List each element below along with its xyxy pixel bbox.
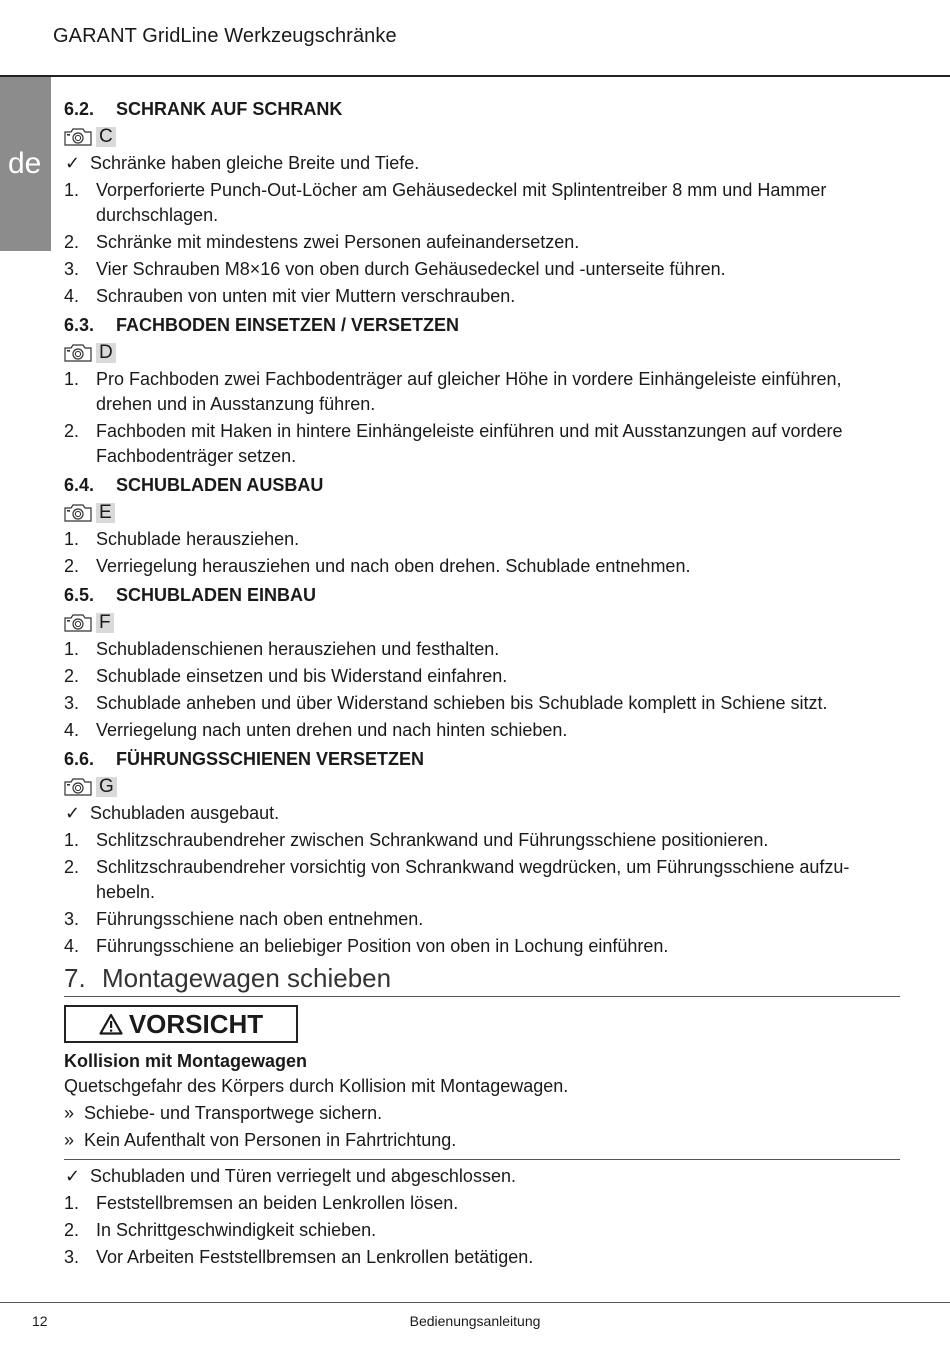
precondition-text: Schränke haben gleiche Breite und Tiefe.	[90, 153, 420, 173]
figure-reference	[64, 499, 900, 527]
figure-letter: F	[96, 613, 114, 633]
warning-measure	[64, 1101, 900, 1126]
step-text: Verriegelung herausziehen und nach oben drehen. Schublade entnehmen.	[96, 556, 691, 576]
step-text: Führungsschiene an beliebiger Position von oben in Lochung einführen.	[96, 936, 669, 956]
precondition-text: Schubladen ausgebaut.	[90, 803, 280, 823]
step-number: 3.	[64, 693, 80, 713]
warning-measure	[64, 1128, 900, 1153]
step-item	[64, 230, 900, 255]
figure-letter: C	[96, 127, 116, 147]
figure-reference	[64, 123, 900, 151]
chapter-steps	[64, 1164, 900, 1270]
camera-icon	[64, 778, 92, 796]
step-item	[64, 284, 900, 309]
section-number: 6.6.	[64, 749, 95, 769]
page-number: 12	[32, 1313, 48, 1329]
step-item	[64, 367, 900, 417]
checkmark-icon: ✓	[65, 1166, 81, 1186]
step-text: Schlitzschraubendreher zwischen Schrankwand und Führungsschiene positionieren.	[96, 830, 769, 850]
step-text: Schränke mit mindestens zwei Personen aufeinandersetzen.	[96, 232, 580, 252]
step-number: 4.	[64, 720, 80, 740]
step-text: Vorperforierte Punch-Out-Löcher am Gehäusedeckel mit Splintentreiber 8 mm und Hammer durchschlagen.	[96, 180, 827, 225]
warning-end-rule	[64, 1159, 900, 1160]
step-item	[64, 664, 900, 689]
step-text: Schublade anheben und über Widerstand schieben bis Schublade komplett in Schiene sitzt.	[96, 693, 828, 713]
step-number: 1.	[64, 369, 80, 389]
step-item	[64, 419, 900, 469]
step-text: Vier Schrauben M8×16 von oben durch Gehäusedeckel und -unterseite führen.	[96, 259, 726, 279]
step-number: 2.	[64, 421, 80, 441]
header-rule	[0, 75, 950, 77]
figure-reference	[64, 609, 900, 637]
section-heading	[64, 95, 900, 123]
step-text: In Schrittgeschwindigkeit schieben.	[96, 1220, 377, 1240]
step-item	[64, 178, 900, 228]
document-title: GARANT GridLine Werkzeugschränke	[53, 25, 397, 47]
measure-text: Schiebe- und Transportwege sichern.	[84, 1103, 383, 1123]
step-item	[64, 691, 900, 716]
step-number: 2.	[64, 666, 80, 686]
section-number: 6.5.	[64, 585, 95, 605]
checkmark-icon: ✓	[65, 803, 81, 823]
precondition-item	[64, 151, 900, 176]
section-number: 6.3.	[64, 315, 95, 335]
step-item	[64, 934, 900, 959]
camera-icon	[64, 504, 92, 522]
chapter-title: Montagewagen schieben	[102, 963, 392, 993]
step-number: 1.	[64, 1193, 80, 1213]
camera-icon	[64, 614, 92, 632]
section-title: FACHBODEN EINSETZEN / VERSETZEN	[116, 315, 460, 335]
step-text: Vor Arbeiten Feststellbremsen an Lenkrollen betätigen.	[96, 1247, 534, 1267]
section-heading	[64, 745, 900, 773]
step-item	[64, 637, 900, 662]
step-number: 1.	[64, 180, 80, 200]
section-title: SCHUBLADEN AUSBAU	[116, 475, 324, 495]
section-title: FÜHRUNGSSCHIENEN VERSETZEN	[116, 749, 425, 769]
step-item	[64, 855, 900, 905]
step-number: 3.	[64, 259, 80, 279]
precondition-item	[64, 1164, 900, 1189]
footer-rule	[0, 1302, 950, 1303]
precondition-item	[64, 801, 900, 826]
measure-text: Kein Aufenthalt von Personen in Fahrtrichtung.	[84, 1130, 457, 1150]
chapter-heading	[64, 961, 900, 997]
camera-icon	[64, 128, 92, 146]
step-number: 2.	[64, 232, 80, 252]
bullet-symbol: »	[64, 1103, 75, 1123]
step-item	[64, 1218, 900, 1243]
step-text: Schlitzschraubendreher vorsichtig von Schrankwand wegdrücken, um Führungsschiene aufzu-hebeln.	[96, 857, 850, 902]
figure-reference	[64, 773, 900, 801]
camera-icon	[64, 344, 92, 362]
step-number: 4.	[64, 936, 80, 956]
step-text: Feststellbremsen an beiden Lenkrollen lösen.	[96, 1193, 459, 1213]
section-heading	[64, 471, 900, 499]
bullet-symbol: »	[64, 1130, 75, 1150]
main-content	[64, 95, 900, 1272]
step-number: 2.	[64, 1220, 80, 1240]
step-number: 1.	[64, 830, 80, 850]
warning-text: Quetschgefahr des Körpers durch Kollision mit Montagewagen.	[64, 1076, 569, 1096]
figure-reference	[64, 339, 900, 367]
language-label: de	[8, 147, 42, 180]
step-text: Schublade einsetzen und bis Widerstand einfahren.	[96, 666, 508, 686]
step-number: 2.	[64, 857, 80, 877]
step-text: Verriegelung nach unten drehen und nach hinten schieben.	[96, 720, 568, 740]
step-text: Schublade herausziehen.	[96, 529, 300, 549]
section-heading	[64, 311, 900, 339]
step-number: 1.	[64, 639, 80, 659]
step-number: 3.	[64, 909, 80, 929]
step-text: Pro Fachboden zwei Fachbodenträger auf gleicher Höhe in vordere Einhängeleiste einführen, drehen und in Ausstanzung führen.	[96, 369, 842, 414]
footer-title: Bedienungsanleitung	[409, 1313, 541, 1329]
step-item	[64, 718, 900, 743]
section-heading	[64, 581, 900, 609]
step-number: 3.	[64, 1247, 80, 1267]
warning-label-box	[64, 1005, 298, 1043]
step-number: 2.	[64, 556, 80, 576]
precondition-text: Schubladen und Türen verriegelt und abgeschlossen.	[90, 1166, 516, 1186]
step-item	[64, 828, 900, 853]
checkmark-icon: ✓	[65, 153, 81, 173]
step-text: Führungsschiene nach oben entnehmen.	[96, 909, 424, 929]
step-number: 4.	[64, 286, 80, 306]
step-text: Schrauben von unten mit vier Muttern verschrauben.	[96, 286, 516, 306]
chapter-number: 7.	[64, 963, 86, 993]
section-title: SCHRANK AUF SCHRANK	[116, 99, 343, 119]
language-tab	[0, 77, 51, 251]
sections-container	[64, 95, 900, 959]
figure-letter: G	[96, 777, 117, 797]
section-number: 6.2.	[64, 99, 95, 119]
warning-heading: Kollision mit Montagewagen	[64, 1051, 308, 1071]
step-text: Fachboden mit Haken in hintere Einhängeleiste einführen und mit Ausstanzungen auf vordere Fachbodenträger setzen.	[96, 421, 843, 466]
step-item	[64, 527, 900, 552]
step-item	[64, 257, 900, 282]
figure-letter: D	[96, 343, 116, 363]
warning-triangle-icon	[99, 1013, 123, 1035]
step-text: Schubladenschienen herausziehen und festhalten.	[96, 639, 500, 659]
step-item	[64, 1191, 900, 1216]
step-number: 1.	[64, 529, 80, 549]
step-item	[64, 907, 900, 932]
figure-letter: E	[96, 503, 115, 523]
section-number: 6.4.	[64, 475, 95, 495]
step-item	[64, 1245, 900, 1270]
step-item	[64, 554, 900, 579]
section-title: SCHUBLADEN EINBAU	[116, 585, 317, 605]
warning-label: VORSICHT	[128, 1008, 264, 1039]
